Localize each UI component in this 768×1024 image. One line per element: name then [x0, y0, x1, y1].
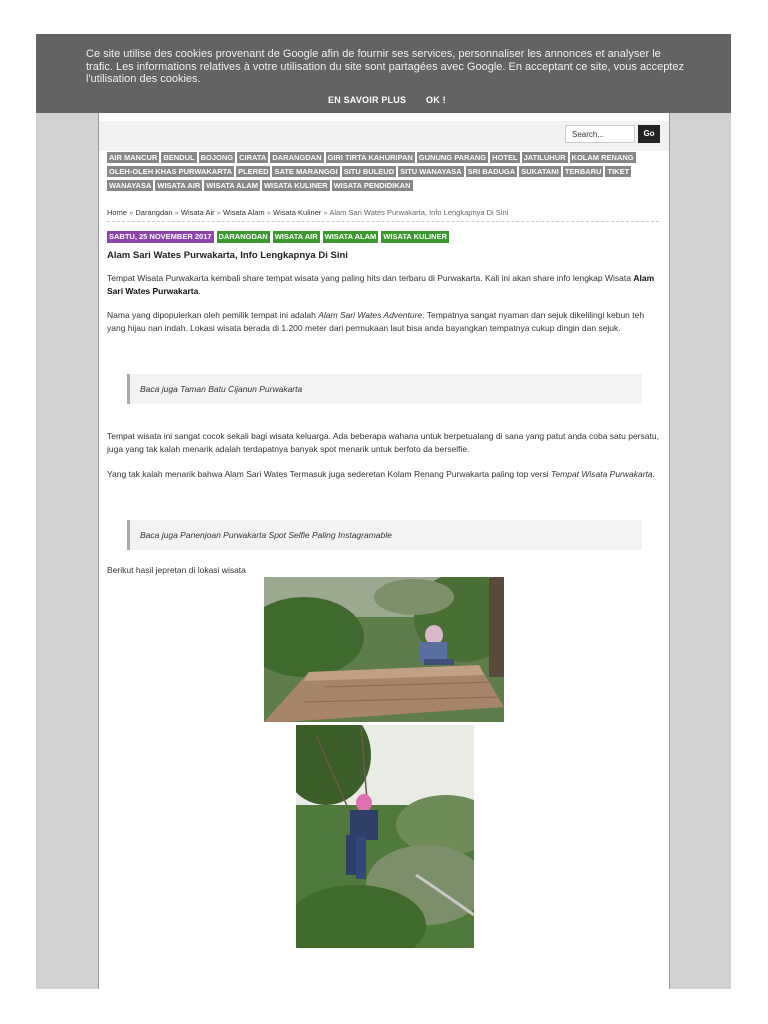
tag-giri-tirta-kahuripan[interactable]: GIRI TIRTA KAHURIPAN	[327, 153, 413, 162]
search-bar	[99, 121, 669, 151]
label-wisata-alam[interactable]: WISATA ALAM	[324, 232, 377, 241]
link-kolam-renang[interactable]: Kolam Renang Purwakarta	[387, 469, 490, 479]
breadcrumb-separator: »	[174, 208, 179, 217]
paragraph-text: .	[198, 285, 201, 296]
breadcrumb-wisata-air[interactable]: Wisata Air	[180, 208, 215, 217]
breadcrumb-home[interactable]: Home	[107, 208, 128, 217]
search-input[interactable]: Search...	[565, 125, 635, 143]
related-prefix: Baca juga	[140, 384, 181, 394]
related-prefix: Baca juga	[140, 530, 181, 540]
breadcrumb-separator: »	[323, 208, 328, 217]
breadcrumb-current: Alam Sari Wates Purwakarta, Info Lengkapnya Di Sini	[329, 208, 509, 217]
breadcrumb	[107, 208, 659, 222]
paragraph-text: Nama yang dipopulerkan oleh pemilik tempat ini adalah	[107, 310, 319, 320]
tag-wisata-pendidikan[interactable]: WISATA PENDIDIKAN	[333, 181, 411, 190]
cookie-text: Ce site utilise des cookies provenant de Google afin de fournir ses services, personnaliser les annonces et analyser le trafic. Les informations relatives à votre utilisation du site sont partagées avec Google. En acceptant ce site, vous acceptez l'utilisation des cookies.	[86, 48, 684, 85]
tag-sate-maranggi[interactable]: SATE MARANGGI	[274, 167, 338, 176]
tag-darangdan[interactable]: DARANGDAN	[272, 153, 322, 162]
cookie-banner	[36, 34, 731, 113]
paragraph-5: Berikut hasil jepretan di lokasi wisata	[107, 565, 246, 575]
tag-kolam-renang[interactable]: KOLAM RENANG	[571, 153, 634, 162]
related-post-box	[127, 520, 642, 550]
breadcrumb-separator: »	[266, 208, 271, 217]
paragraph-1	[107, 272, 659, 297]
tag-air-mancur[interactable]: AIR MANCUR	[109, 153, 158, 162]
related-post-box	[127, 374, 642, 404]
tag-bendul[interactable]: BENDUL	[163, 153, 195, 162]
paragraph-text: Yang tak kalah menarik bahwa Alam Sari Wates Termasuk juga sederetan	[107, 469, 388, 479]
label-wisata-air[interactable]: WISATA AIR	[274, 232, 318, 241]
italic-text: Alam Sari Wates Adventure	[318, 310, 423, 320]
tag-bojong[interactable]: BOJONG	[200, 153, 234, 162]
related-link[interactable]: Taman Batu Cijanun Purwakarta	[180, 384, 303, 394]
breadcrumb-separator: »	[216, 208, 221, 217]
main-content	[98, 113, 670, 989]
paragraph-text: paling top versi	[489, 469, 551, 479]
tag-wisata-kuliner[interactable]: WISATA KULINER	[263, 181, 328, 190]
bold-text: Alam Sari Wates Purwakarta	[107, 273, 655, 296]
photo-wooden-deck	[264, 577, 504, 722]
post-title: Alam Sari Wates Purwakarta, Info Lengkapnya Di Sini	[107, 250, 348, 261]
label-wisata-kuliner[interactable]: WISATA KULINER	[383, 232, 447, 241]
link-tempat-wisata[interactable]: Tempat Wisata Purwakarta	[107, 273, 209, 283]
tag-terbaru[interactable]: TERBARU	[564, 167, 602, 176]
tag-plered[interactable]: PLERED	[238, 167, 269, 176]
post-labels	[107, 231, 452, 243]
tag-oleh-oleh-khas-purwakarta[interactable]: OLEH-OLEH KHAS PURWAKARTA	[109, 167, 233, 176]
tag-sri-baduga[interactable]: SRI BADUGA	[467, 167, 516, 176]
tag-situ-wanayasa[interactable]: SITU WANAYASA	[400, 167, 462, 176]
tag-hotel[interactable]: HOTEL	[492, 153, 518, 162]
tag-gunung-parang[interactable]: GUNUNG PARANG	[418, 153, 487, 162]
tag-wisata-air[interactable]: WISATA AIR	[157, 181, 201, 190]
cookie-ok-button[interactable]: OK !	[426, 95, 446, 105]
paragraph-2	[107, 309, 659, 334]
related-post-text	[140, 530, 392, 540]
breadcrumb-wisata-alam[interactable]: Wisata Alam	[222, 208, 265, 217]
paragraph-3: Tempat wisata ini sangat cocok sekali bagi wisata keluarga. Ada beberapa wahana untuk berpetualang di sana yang patut anda coba satu persatu, juga yang tak kalah menarik adalah terdapatnya banyak spot menarik untuk berfoto da berselfie.	[107, 431, 659, 454]
paragraph-4	[107, 468, 659, 481]
tag-sukatani[interactable]: SUKATANI	[521, 167, 559, 176]
photo-swing	[296, 725, 474, 948]
breadcrumb-darangdan[interactable]: Darangdan	[135, 208, 173, 217]
post-date: SABTU, 25 NOVEMBER 2017	[109, 232, 212, 241]
tag-tiket[interactable]: TIKET	[607, 167, 630, 176]
tag-list	[107, 152, 657, 194]
related-link[interactable]: Panenjoan Purwakarta Spot Selfie Paling Instagramable	[180, 530, 392, 540]
tag-cirata[interactable]: CIRATA	[239, 153, 267, 162]
related-post-text	[140, 384, 302, 394]
breadcrumb-wisata-kuliner[interactable]: Wisata Kuliner	[273, 208, 322, 217]
tag-wisata-alam[interactable]: WISATA ALAM	[206, 181, 258, 190]
tag-wanayasa[interactable]: WANAYASA	[109, 181, 152, 190]
paragraph-text: . Tempatnya sangat nyaman dan sejuk dikelilingi kebun teh yang hijau nan indah. Lokasi wisata berada di 1.200 meter dari permukaan laut bisa anda bayangkan tempatnya cukup dingin dan sejuk.	[107, 310, 645, 333]
search-button[interactable]: Go	[638, 125, 660, 143]
breadcrumb-separator: »	[129, 208, 134, 217]
tag-jatiluhur[interactable]: JATILUHUR	[523, 153, 566, 162]
paragraph-text: kembali share tempat wisata yang paling hits dan terbaru di Purwakarta. Kali ini akan share info lengkap Wisata	[208, 273, 634, 283]
italic-text: Tempat Wisata Purwakarta.	[551, 469, 656, 479]
learn-more-button[interactable]: EN SAVOIR PLUS	[328, 95, 407, 105]
tag-situ-buleud[interactable]: SITU BULEUD	[343, 167, 395, 176]
label-darangdan[interactable]: DARANGDAN	[218, 232, 268, 241]
